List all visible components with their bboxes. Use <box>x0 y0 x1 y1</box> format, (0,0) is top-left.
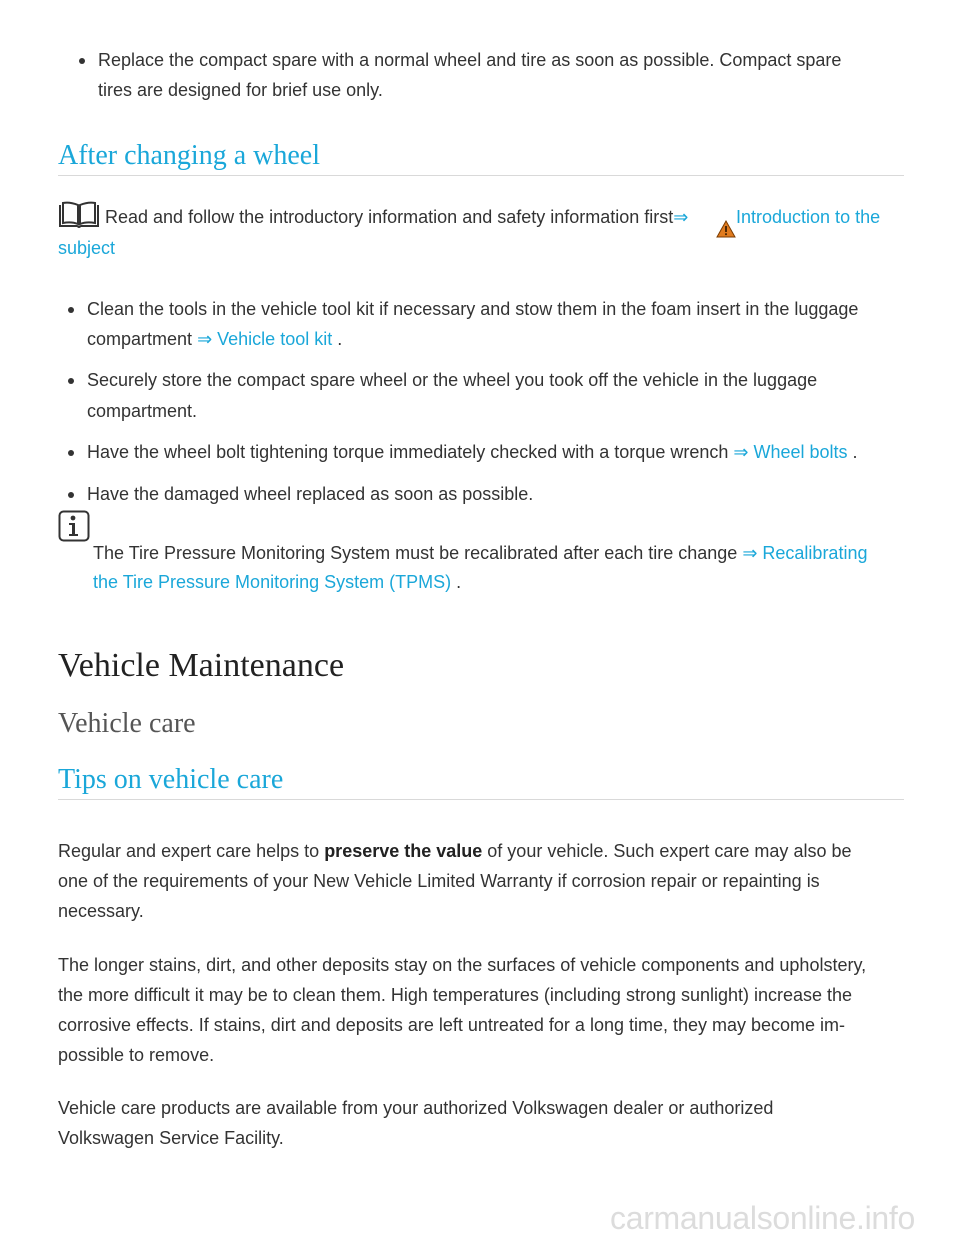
note-line1: The Tire Pressure Monitoring System must be recalibrated after each tire change ⇒ Recalibrating <box>93 543 868 563</box>
intro-line <box>105 202 688 232</box>
info-icon <box>58 510 90 547</box>
vehicle-tool-kit-link[interactable]: ⇒ Vehicle tool kit <box>197 329 333 349</box>
paragraph-2-line4: possible to remove. <box>58 1045 215 1065</box>
paragraph-1-line2: one of the requirements of your New Vehicle Limited Warranty if corrosion repair or repainting is <box>58 871 820 891</box>
bullet-dot <box>79 58 85 64</box>
bullet-1-line2: compartment ⇒ Vehicle tool kit . <box>87 329 343 349</box>
section-heading-after-changing: After changing a wheel <box>58 140 320 171</box>
intro-link-line2[interactable]: subject <box>58 238 116 258</box>
intro-text: Read and follow the introductory information and safety information first <box>105 207 674 227</box>
warning-triangle-icon <box>716 220 736 243</box>
section-divider <box>58 799 904 800</box>
top-bullet-line1: Replace the compact spare with a normal wheel and tire as soon as possible. Compact spare <box>98 50 842 70</box>
bullet-3-line1: Have the wheel bolt tightening torque immediately checked with a torque wrench ⇒ Wheel bolts . <box>87 442 858 462</box>
bold-phrase: preserve the value <box>324 841 483 861</box>
bullet-1-line1: Clean the tools in the vehicle tool kit if necessary and stow them in the foam insert in the luggage <box>87 299 859 319</box>
watermark: carmanualsonline.info <box>610 1200 915 1236</box>
intro-link-line1[interactable]: Introduction to the <box>736 207 881 227</box>
tpms-link[interactable]: the Tire Pressure Monitoring System (TPMS) <box>93 572 452 592</box>
bullet-dot <box>68 450 74 456</box>
top-bullet-line2: tires are designed for brief use only. <box>98 80 383 100</box>
intro-arrow[interactable]: ⇒ <box>673 207 689 227</box>
paragraph-1-line3: necessary. <box>58 901 144 921</box>
bullet-dot <box>68 307 74 313</box>
chapter-title: Vehicle Maintenance <box>58 647 345 684</box>
paragraph-3-line1: Vehicle care products are available from your authorized Volkswagen dealer or authorized <box>58 1098 774 1118</box>
bullet-dot <box>68 492 74 498</box>
paragraph-2-line1: The longer stains, dirt, and other deposits stay on the surfaces of vehicle components and upholstery, <box>58 955 867 975</box>
note-line2: the Tire Pressure Monitoring System (TPMS) . <box>93 572 462 592</box>
paragraph-3-line2: Volkswagen Service Facility. <box>58 1128 284 1148</box>
book-icon <box>58 201 100 234</box>
paragraph-1-line1: Regular and expert care helps to preserve the value of your vehicle. Such expert care may also be <box>58 841 852 861</box>
paragraph-2-line3: corrosive effects. If stains, dirt and deposits are left untreated for a long time, they may become im- <box>58 1015 846 1035</box>
paragraph-2-line2: the more difficult it may be to clean them. High temperatures (including strong sunlight) increase the <box>58 985 853 1005</box>
chapter-subtitle: Vehicle care <box>58 708 196 739</box>
recalibrating-link[interactable]: ⇒ Recalibrating <box>742 543 868 563</box>
section-heading-tips: Tips on vehicle care <box>58 764 284 795</box>
bullet-2-line2: compartment. <box>87 401 198 421</box>
wheel-bolts-link[interactable]: ⇒ Wheel bolts <box>733 442 848 462</box>
bullet-2-line1: Securely store the compact spare wheel or the wheel you took off the vehicle in the luggage <box>87 370 818 390</box>
bullet-4-line1: Have the damaged wheel replaced as soon as possible. <box>87 484 534 504</box>
section-divider <box>58 175 904 176</box>
bullet-dot <box>68 378 74 384</box>
